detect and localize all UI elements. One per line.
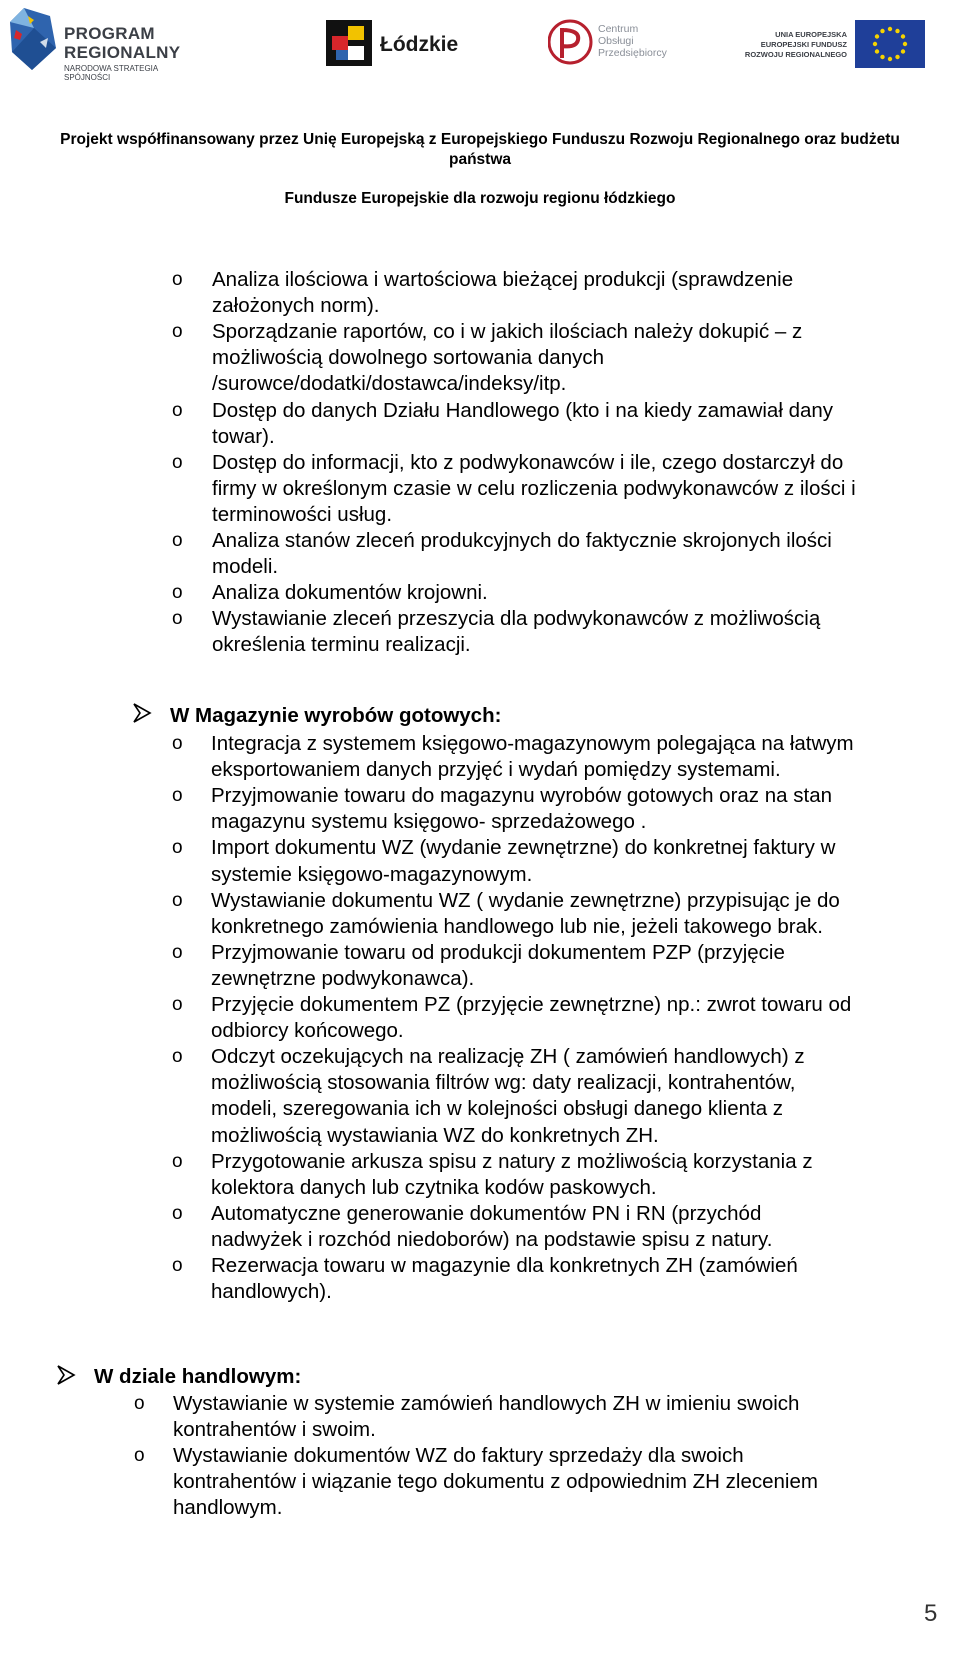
- list-bullet: o: [134, 1445, 145, 1467]
- list-bullet: o: [172, 399, 183, 421]
- list-item-line: systemie księgowo-magazynowym.: [211, 862, 533, 886]
- section-title-handlowy: W dziale handlowym:: [94, 1365, 302, 1388]
- lodzkie-logo-label: Łódzkie: [380, 33, 459, 56]
- eu-logo: [740, 18, 925, 70]
- logo-bar: [0, 0, 960, 90]
- list-item-line: Import dokumentu WZ (wydanie zewnętrzne) do konkretnej faktury w: [211, 836, 836, 860]
- list-item-line: Dostęp do danych Działu Handlowego (kto i na kiedy zamawiał dany: [212, 398, 834, 422]
- list-item-line: Analiza ilościowa i wartościowa bieżącej produkcji (sprawdzenie: [212, 268, 794, 291]
- list-bullet: o: [172, 321, 183, 343]
- list-item-line: Wystawianie dokumentu WZ ( wydanie zewnętrzne) przypisując je do: [211, 888, 840, 912]
- project-header-line2: państwa: [448, 151, 511, 168]
- list-item-line: eksportowaniem danych przyjęć i wydań pomiędzy systemami.: [211, 758, 781, 782]
- list-bullet: o: [172, 1046, 183, 1068]
- list-item-line: Wystawianie zleceń przeszycia dla podwykonawców z możliwością: [212, 607, 821, 631]
- list-item-line: Wystawianie dokumentów WZ do faktury sprzedaży dla swoich: [173, 1444, 744, 1468]
- centrum-logo-line2: Obsługi: [598, 35, 634, 47]
- lodzkie-logo: [326, 20, 459, 70]
- list-item-line: odbiorcy końcowego.: [211, 1019, 404, 1043]
- list-bullet: o: [172, 785, 183, 807]
- list-item-line: konkretnego zamówienia handlowego lub nie, jeżeli takowego brak.: [211, 914, 823, 938]
- list-item-line: Automatyczne generowanie dokumentów PN i RN (przychód: [211, 1201, 762, 1225]
- program-logo-line1: PROGRAM: [64, 24, 155, 43]
- list-item-line: Przygotowanie arkusza spisu z natury z możliwością korzystania z: [211, 1149, 813, 1173]
- list-item-line: terminowości usług.: [212, 502, 393, 526]
- arrow-bullet-icon: [56, 1364, 76, 1386]
- list-bullet: o: [172, 269, 183, 290]
- list-item-line: nadwyżek i rozchód niedoborów) na podstawie spisu z natury.: [211, 1227, 773, 1251]
- list-item-line: kontrahentów i wiązanie tego dokumentu z odpowiednim ZH zleceniem: [173, 1470, 818, 1494]
- list-item-line: magazynu systemu księgowo- sprzedażowego .: [211, 810, 647, 834]
- list-item-line: handlowych).: [211, 1280, 332, 1304]
- list-item-line: Wystawianie w systemie zamówień handlowych ZH w imieniu swoich: [173, 1392, 800, 1415]
- list-item-line: firmy w określonym czasie w celu rozliczenia podwykonawców z ilości i: [212, 476, 856, 500]
- list-item-line: Przyjmowanie towaru do magazynu wyrobów gotowych oraz na stan: [211, 784, 832, 808]
- eu-star-icon: [880, 29, 884, 33]
- list-item-line: handlowym.: [173, 1496, 283, 1520]
- list-item-line: Odczyt oczekujących na realizację ZH ( zamówień handlowych) z: [211, 1045, 805, 1069]
- centrum-obslugi-logo: [548, 18, 668, 68]
- list-item-line: możliwością wystawiania WZ do konkretnych ZH.: [211, 1123, 659, 1147]
- program-logo-line2: REGIONALNY: [64, 43, 181, 62]
- eu-star-icon: [875, 34, 879, 38]
- list-item-line: Integracja z systemem księgowo-magazynowym polegająca na łatwym: [211, 732, 854, 755]
- arrow-bullet-icon: [132, 702, 152, 724]
- eu-flag-icon: [855, 20, 925, 68]
- program-regionalny-logo: [10, 8, 200, 82]
- lodzkie-emblem-icon: [326, 20, 372, 66]
- list-item-line: Dostęp do informacji, kto z podwykonawców i ile, czego dostarczył do: [212, 450, 844, 474]
- list-bullet: o: [172, 1255, 183, 1276]
- list-bullet: o: [172, 994, 183, 1015]
- list-item-line: modeli.: [212, 555, 279, 579]
- eu-logo-line3: ROZWOJU REGIONALNEGO: [744, 50, 847, 59]
- list-item-line: /surowce/dodatki/dostawca/indeksy/itp.: [212, 372, 567, 396]
- eu-star-icon: [901, 34, 905, 38]
- list-item-line: Przyjmowanie towaru od produkcji dokumentem PZP (przyjęcie: [211, 940, 785, 964]
- list-bullet: o: [172, 1202, 183, 1224]
- eu-star-icon: [888, 57, 892, 61]
- list-item-line: możliwością dowolnego sortowania danych: [212, 346, 604, 370]
- program-regionalny-emblem-icon: [10, 8, 60, 70]
- list-bullet: o: [172, 1150, 183, 1172]
- project-header-line1: Projekt współfinansowany przez Unię Europejską z Europejskiego Funduszu Rozwoju Regionalnego oraz budżetu: [60, 131, 900, 148]
- list-bullet: o: [134, 1393, 145, 1414]
- eu-star-icon: [880, 55, 884, 59]
- project-header-subtitle: Fundusze Europejskie dla rozwoju regionu łódzkiego: [284, 190, 676, 207]
- list-bullet: o: [172, 733, 183, 754]
- list-bullet: o: [172, 889, 183, 911]
- list-item-line: założonych norm).: [212, 294, 380, 318]
- list-item-line: Rezerwacja towaru w magazynie dla konkretnych ZH (zamówień: [211, 1254, 798, 1277]
- section-title-magazyn: W Magazynie wyrobów gotowych:: [170, 704, 502, 727]
- list-bullet: o: [172, 941, 183, 963]
- list-item-line: Przyjęcie dokumentem PZ (przyjęcie zewnętrzne) np.: zwrot towaru od: [211, 993, 852, 1016]
- list-item-line: Analiza stanów zleceń produkcyjnych do faktycznie skrojonych ilości: [212, 529, 832, 552]
- eu-logo-line2: EUROPEJSKI FUNDUSZ: [760, 40, 847, 49]
- eu-star-icon: [873, 42, 877, 46]
- list-bullet: o: [172, 451, 183, 473]
- list-bullet: o: [172, 582, 183, 604]
- list-bullet: o: [172, 530, 183, 551]
- list-item-line: kolektora danych lub czytnika kodów paskowych.: [211, 1175, 657, 1199]
- program-logo-line3: NARODOWA STRATEGIA SPÓJNOŚCI: [64, 64, 158, 82]
- list-item-line: kontrahentów i swoim.: [173, 1418, 376, 1442]
- list-bullet: o: [172, 608, 183, 630]
- eu-star-icon: [895, 29, 899, 33]
- list-item-line: określenia terminu realizacji.: [212, 633, 471, 657]
- eu-star-icon: [901, 49, 905, 53]
- eu-logo-line1: UNIA EUROPEJSKA: [775, 30, 847, 39]
- centrum-logo-line1: Centrum: [598, 23, 639, 35]
- list-item-line: modeli, szeregowania ich w kolejności obsługi danego klienta z: [211, 1097, 784, 1121]
- eu-star-icon: [895, 55, 899, 59]
- centrum-logo-line3: Przedsiębiorcy: [598, 47, 667, 59]
- list-item-line: Sporządzanie raportów, co i w jakich ilościach należy dokupić – z: [212, 320, 803, 344]
- list-item-line: Analiza dokumentów krojowni.: [212, 581, 488, 605]
- eu-star-icon: [875, 49, 879, 53]
- eu-star-icon: [903, 42, 907, 46]
- list-item-line: towar).: [212, 424, 275, 448]
- centrum-obslugi-emblem-icon: [548, 18, 594, 66]
- eu-star-icon: [888, 27, 892, 31]
- page-number: 5: [924, 1600, 938, 1627]
- list-bullet: o: [172, 837, 183, 859]
- list-item-line: możliwością stosowania filtrów wg: daty realizacji, kontrahentów,: [211, 1071, 796, 1095]
- list-item-line: zewnętrzne podwykonawca).: [211, 966, 475, 990]
